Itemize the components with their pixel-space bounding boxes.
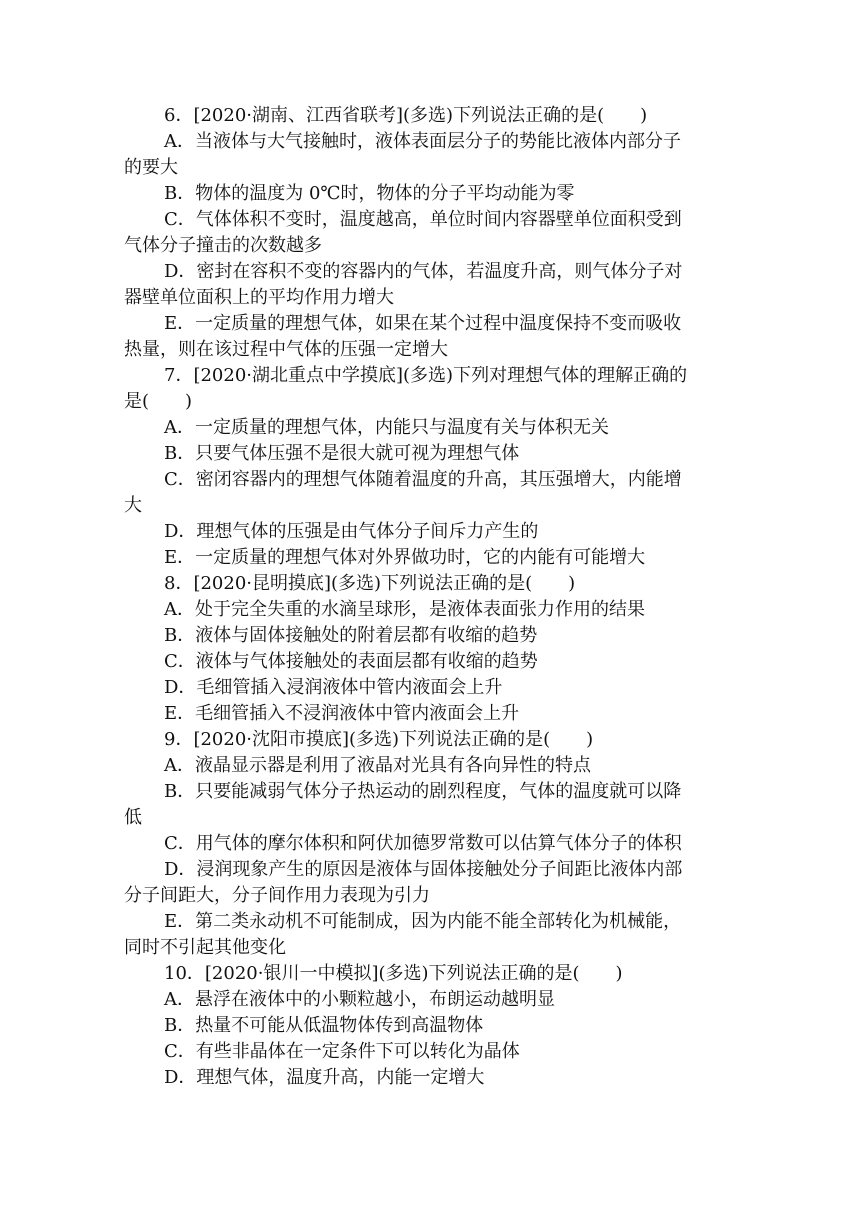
answer-option — [124, 753, 740, 779]
answer-option — [124, 519, 740, 545]
question-stem-line: 7．[2020·湖北重点中学摸底](多选)下列对理想气体的理解正确的 — [164, 365, 688, 386]
answer-option-line: E．一定质量的理想气体，如果在某个过程中温度保持不变而吸收 — [164, 313, 682, 334]
answer-option-line: 气体分子撞击的次数越多 — [124, 235, 322, 256]
answer-option-line: 大 — [124, 495, 142, 516]
answer-option-line: C．有些非晶体在一定条件下可以转化为晶体 — [164, 1041, 520, 1062]
answer-option — [124, 415, 740, 441]
answer-option — [124, 701, 740, 727]
answer-option — [124, 675, 740, 701]
question-stem-line: 是( ) — [124, 391, 193, 412]
answer-option-line: 低 — [124, 807, 142, 828]
answer-option — [124, 129, 740, 181]
answer-option — [124, 597, 740, 623]
answer-option — [124, 181, 740, 207]
answer-option — [124, 649, 740, 675]
question-stem-line: 9．[2020·沈阳市摸底](多选)下列说法正确的是( ) — [164, 729, 594, 750]
question-stem-line: 10．[2020·银川一中模拟](多选)下列说法正确的是( ) — [164, 963, 623, 984]
question-block — [124, 103, 740, 363]
answer-option-line: 的要大 — [124, 157, 178, 178]
answer-option-line: D．理想气体，温度升高，内能一定增大 — [164, 1067, 485, 1088]
answer-option-line: E．毛细管插入不浸润液体中管内液面会上升 — [164, 703, 520, 724]
question-stem-line: 6．[2020·湖南、江西省联考](多选)下列说法正确的是( ) — [164, 105, 648, 126]
answer-option — [124, 1065, 740, 1091]
answer-option — [124, 259, 740, 311]
answer-option — [124, 1039, 740, 1065]
answer-option-line: C．密闭容器内的理想气体随着温度的升高，其压强增大，内能增 — [164, 469, 682, 490]
answer-option-line: A．处于完全失重的水滴呈球形，是液体表面张力作用的结果 — [164, 599, 645, 620]
document-page — [124, 103, 740, 1091]
answer-option-line: B．只要能减弱气体分子热运动的剧烈程度，气体的温度就可以降 — [164, 781, 682, 802]
answer-option-line: C．用气体的摩尔体积和阿伏加德罗常数可以估算气体分子的体积 — [164, 833, 682, 854]
answer-option-line: D．浸润现象产生的原因是液体与固体接触处分子间距比液体内部 — [164, 859, 683, 880]
answer-option-line: B．只要气体压强不是很大就可视为理想气体 — [164, 443, 520, 464]
answer-option — [124, 623, 740, 649]
question-block — [124, 961, 740, 1091]
answer-option-line: C．液体与气体接触处的表面层都有收缩的趋势 — [164, 651, 538, 672]
answer-option — [124, 831, 740, 857]
answer-option-line: A．一定质量的理想气体，内能只与温度有关与体积无关 — [164, 417, 609, 438]
answer-option-line: 器壁单位面积上的平均作用力增大 — [124, 287, 394, 308]
answer-option-line: D．毛细管插入浸润液体中管内液面会上升 — [164, 677, 503, 698]
answer-option-line: B．热量不可能从低温物体传到高温物体 — [164, 1015, 484, 1036]
answer-option — [124, 1013, 740, 1039]
question-stem-line: 8．[2020·昆明摸底](多选)下列说法正确的是( ) — [164, 573, 576, 594]
answer-option — [124, 857, 740, 909]
answer-option — [124, 779, 740, 831]
answer-option-line: 热量，则在该过程中气体的压强一定增大 — [124, 339, 448, 360]
answer-option-line: A．液晶显示器是利用了液晶对光具有各向异性的特点 — [164, 755, 591, 776]
answer-option — [124, 441, 740, 467]
question-block — [124, 363, 740, 571]
answer-option-line: D．密封在容积不变的容器内的气体，若温度升高，则气体分子对 — [164, 261, 683, 282]
answer-option — [124, 311, 740, 363]
answer-option-line: A．悬浮在液体中的小颗粒越小，布朗运动越明显 — [164, 989, 555, 1010]
question-block — [124, 571, 740, 727]
answer-option-line: D．理想气体的压强是由气体分子间斥力产生的 — [164, 521, 539, 542]
answer-option — [124, 545, 740, 571]
answer-option-line: 同时不引起其他变化 — [124, 937, 286, 958]
answer-option-line: 分子间距大，分子间作用力表现为引力 — [124, 885, 430, 906]
answer-option-line: B．液体与固体接触处的附着层都有收缩的趋势 — [164, 625, 538, 646]
answer-option — [124, 909, 740, 961]
answer-option — [124, 207, 740, 259]
answer-option-line: E．一定质量的理想气体对外界做功时，它的内能有可能增大 — [164, 547, 646, 568]
answer-option-line: B．物体的温度为 0℃时，物体的分子平均动能为零 — [164, 183, 575, 204]
answer-option-line: A．当液体与大气接触时，液体表面层分子的势能比液体内部分子 — [164, 131, 681, 152]
answer-option-line: C．气体体积不变时，温度越高，单位时间内容器壁单位面积受到 — [164, 209, 682, 230]
question-block — [124, 727, 740, 961]
answer-option — [124, 467, 740, 519]
answer-option-line: E．第二类永动机不可能制成，因为内能不能全部转化为机械能， — [164, 911, 682, 932]
answer-option — [124, 987, 740, 1013]
